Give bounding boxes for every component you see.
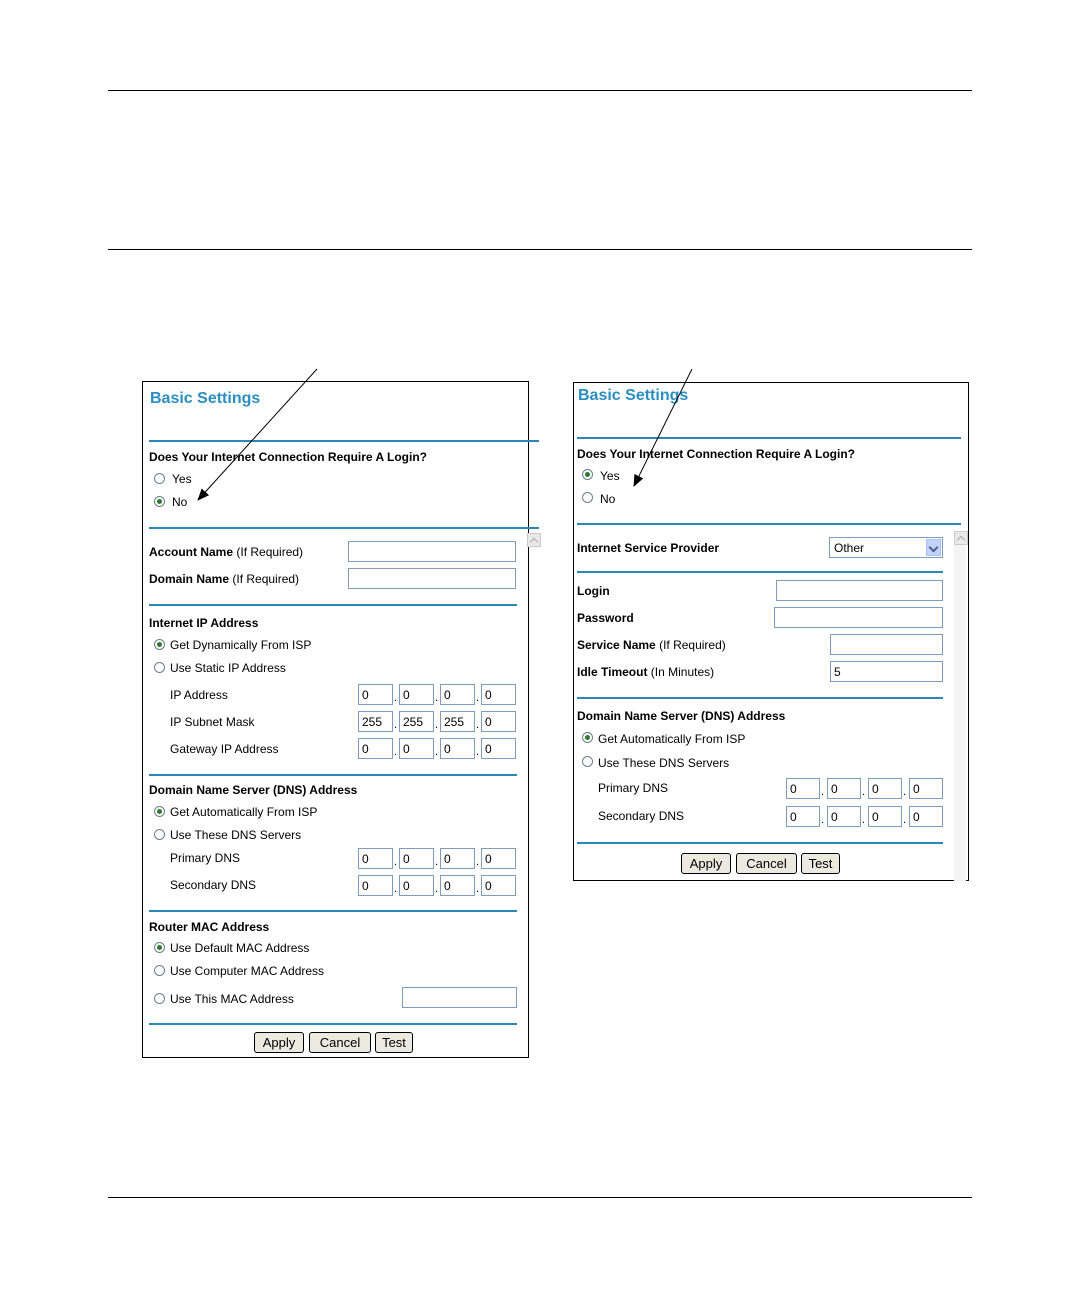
idle-timeout-label: Idle Timeout (In Minutes) [577, 665, 715, 679]
octet-separator: . [476, 746, 480, 758]
octet-separator: . [394, 856, 398, 868]
octet-separator: . [862, 786, 866, 798]
dns-heading: Domain Name Server (DNS) Address [577, 709, 786, 723]
ip-dynamic-label: Get Dynamically From ISP [170, 638, 312, 652]
internet-ip-heading: Internet IP Address [149, 616, 259, 630]
octet-separator: . [435, 883, 439, 895]
dns-manual-label: Use These DNS Servers [170, 828, 302, 842]
primary-dns-label: Primary DNS [598, 781, 669, 795]
ip-address-label: IP Address [170, 688, 228, 702]
isp-label: Internet Service Provider [577, 541, 720, 555]
dns-auto-label: Get Automatically From ISP [170, 805, 318, 819]
mac-heading: Router MAC Address [149, 920, 270, 934]
octet-separator: . [476, 856, 480, 868]
account-name-label: Account Name (If Required) [149, 545, 304, 559]
dns-auto-label: Get Automatically From ISP [598, 732, 746, 746]
login-no-label: No [172, 495, 188, 509]
octet-separator: . [476, 883, 480, 895]
callout-arrow-left [198, 369, 317, 500]
octet-separator: . [394, 719, 398, 731]
octet-separator: . [476, 719, 480, 731]
test-button[interactable]: Test [375, 1032, 413, 1053]
mac-default-label: Use Default MAC Address [170, 941, 310, 955]
service-name-label: Service Name (If Required) [577, 638, 726, 652]
login-question: Does Your Internet Connection Require A Login? [577, 447, 856, 461]
primary-dns-label: Primary DNS [170, 851, 241, 865]
octet-separator: . [821, 814, 825, 826]
mac-custom-label: Use This MAC Address [170, 992, 294, 1006]
octet-separator: . [394, 746, 398, 758]
octet-separator: . [435, 746, 439, 758]
octet-separator: . [821, 786, 825, 798]
domain-name-label: Domain Name (If Required) [149, 572, 300, 586]
octet-separator: . [394, 692, 398, 704]
secondary-dns-label: Secondary DNS [170, 878, 257, 892]
gateway-label: Gateway IP Address [170, 742, 279, 756]
dns-manual-label: Use These DNS Servers [598, 756, 730, 770]
dns-heading: Domain Name Server (DNS) Address [149, 783, 358, 797]
octet-separator: . [394, 883, 398, 895]
login-no-label: No [600, 492, 616, 506]
subnet-mask-label: IP Subnet Mask [170, 715, 255, 729]
test-button[interactable]: Test [801, 853, 840, 874]
login-yes-label: Yes [172, 472, 192, 486]
callout-arrow-right [634, 369, 692, 486]
octet-separator: . [862, 814, 866, 826]
login-yes-label: Yes [600, 469, 620, 483]
octet-separator: . [435, 856, 439, 868]
octet-separator: . [903, 786, 907, 798]
panel-title: Basic Settings [578, 387, 689, 404]
cancel-button[interactable]: Cancel [309, 1032, 371, 1053]
octet-separator: . [903, 814, 907, 826]
octet-separator: . [476, 692, 480, 704]
octet-separator: . [435, 692, 439, 704]
apply-button[interactable]: Apply [681, 853, 731, 874]
ip-static-label: Use Static IP Address [170, 661, 286, 675]
login-question: Does Your Internet Connection Require A Login? [149, 450, 428, 464]
login-label: Login [577, 584, 610, 598]
isp-selected-value: Other [834, 541, 865, 555]
apply-button[interactable]: Apply [254, 1032, 304, 1053]
panel-title: Basic Settings [150, 390, 261, 407]
secondary-dns-label: Secondary DNS [598, 809, 685, 823]
mac-computer-label: Use Computer MAC Address [170, 964, 325, 978]
octet-separator: . [435, 719, 439, 731]
cancel-button[interactable]: Cancel [736, 853, 797, 874]
password-label: Password [577, 611, 634, 625]
